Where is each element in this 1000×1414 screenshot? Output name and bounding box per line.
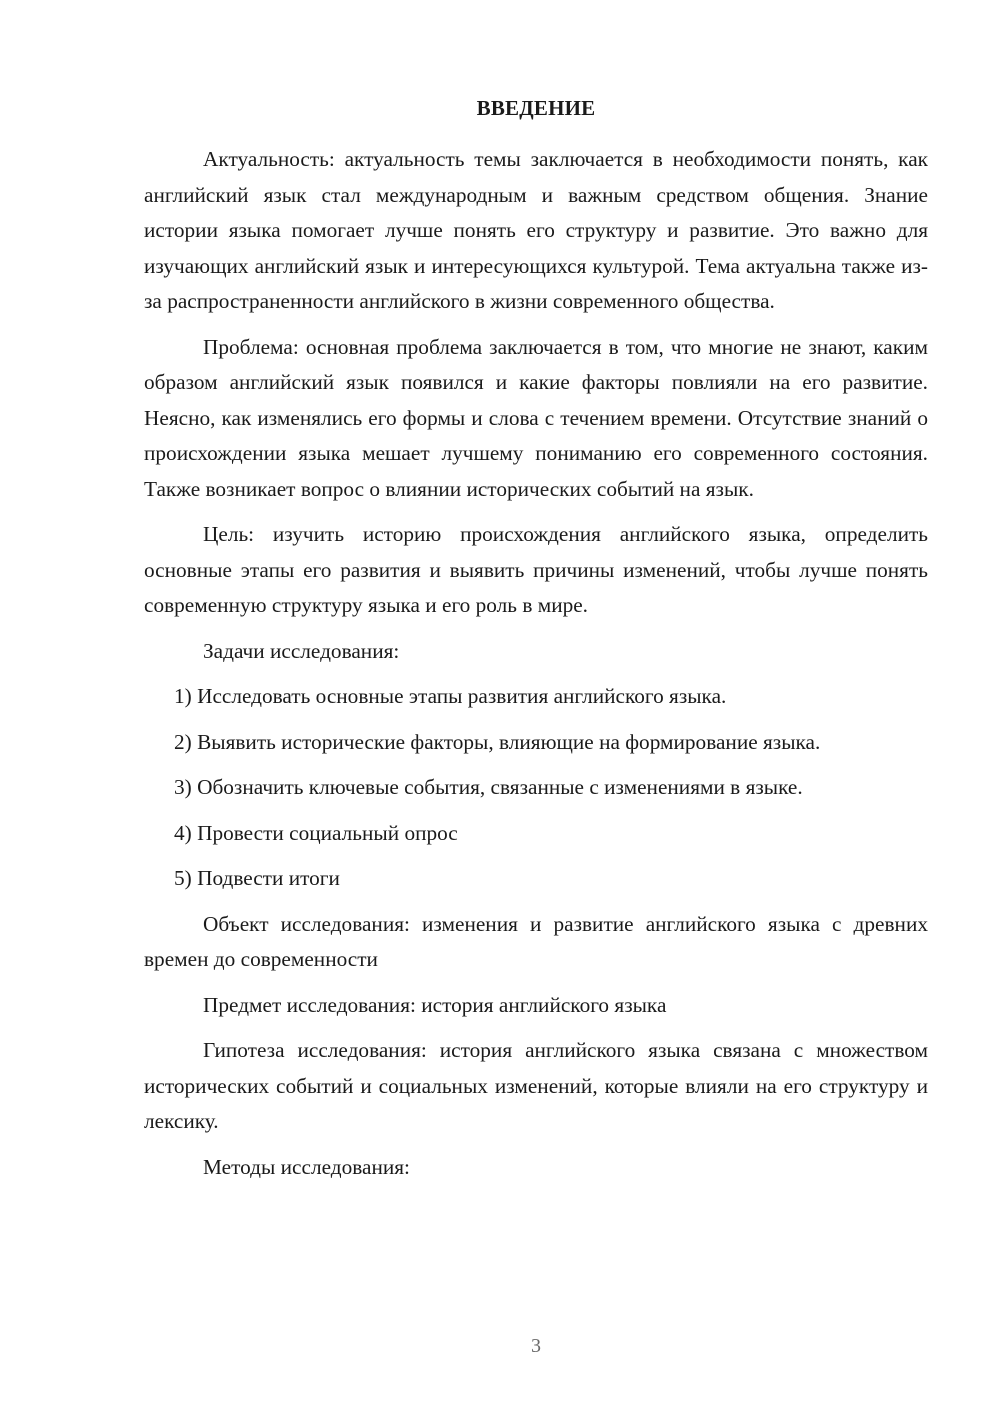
paragraph-methods: Методы исследования: bbox=[203, 1154, 410, 1179]
paragraph-object: Объект исследования: изменения и развитие английского языка с древних времен до современности bbox=[144, 911, 928, 971]
task-item-1: 1) Исследовать основные этапы развития английского языка. bbox=[174, 684, 727, 708]
paragraph-problem: Проблема: основная проблема заключается в том, что многие не знают, каким образом английский язык появился и какие факторы повлияли на его развитие. Неясно, как изменялись его формы и слова с течением времени. Отсутствие знаний о происхождении языка мешает лучшему пониманию его современного состояния. Также возникает вопрос о влиянии исторических событий на язык. bbox=[144, 334, 928, 501]
paragraph-relevance: Актуальность: актуальность темы заключается в необходимости понять, как английский язык стал международным и важным средством общения. Знание истории языка помогает лучше понять его структуру и развитие. Это важно для изучающих английский язык и интересующихся культурой. Тема актуальна также из-за распространенности английского в жизни современного общества. bbox=[144, 147, 928, 313]
paragraph-goal: Цель: изучить историю происхождения английского языка, определить основные этапы его развития и выявить причины изменений, чтобы лучше понять современную структуру языка и его роль в мире. bbox=[144, 522, 928, 617]
document-body bbox=[144, 142, 928, 1185]
task-item-5: 5) Подвести итоги bbox=[174, 866, 340, 890]
paragraph-hypothesis: Гипотеза исследования: история английского языка связана с множеством исторических событий и социальных изменений, которые влияли на его структуру и лексику. bbox=[144, 1038, 928, 1133]
section-title: ВВЕДЕНИЕ bbox=[476, 96, 596, 120]
task-item-4: 4) Провести социальный опрос bbox=[174, 820, 458, 845]
task-item-3: 3) Обозначить ключевые события, связанные с изменениями в языке. bbox=[174, 775, 803, 799]
paragraph-tasks-heading: Задачи исследования: bbox=[203, 638, 400, 663]
page-number: 3 bbox=[531, 1335, 541, 1357]
task-item-2: 2) Выявить исторические факторы, влияющие на формирование языка. bbox=[174, 729, 821, 754]
paragraph-subject: Предмет исследования: история английского языка bbox=[203, 992, 667, 1017]
